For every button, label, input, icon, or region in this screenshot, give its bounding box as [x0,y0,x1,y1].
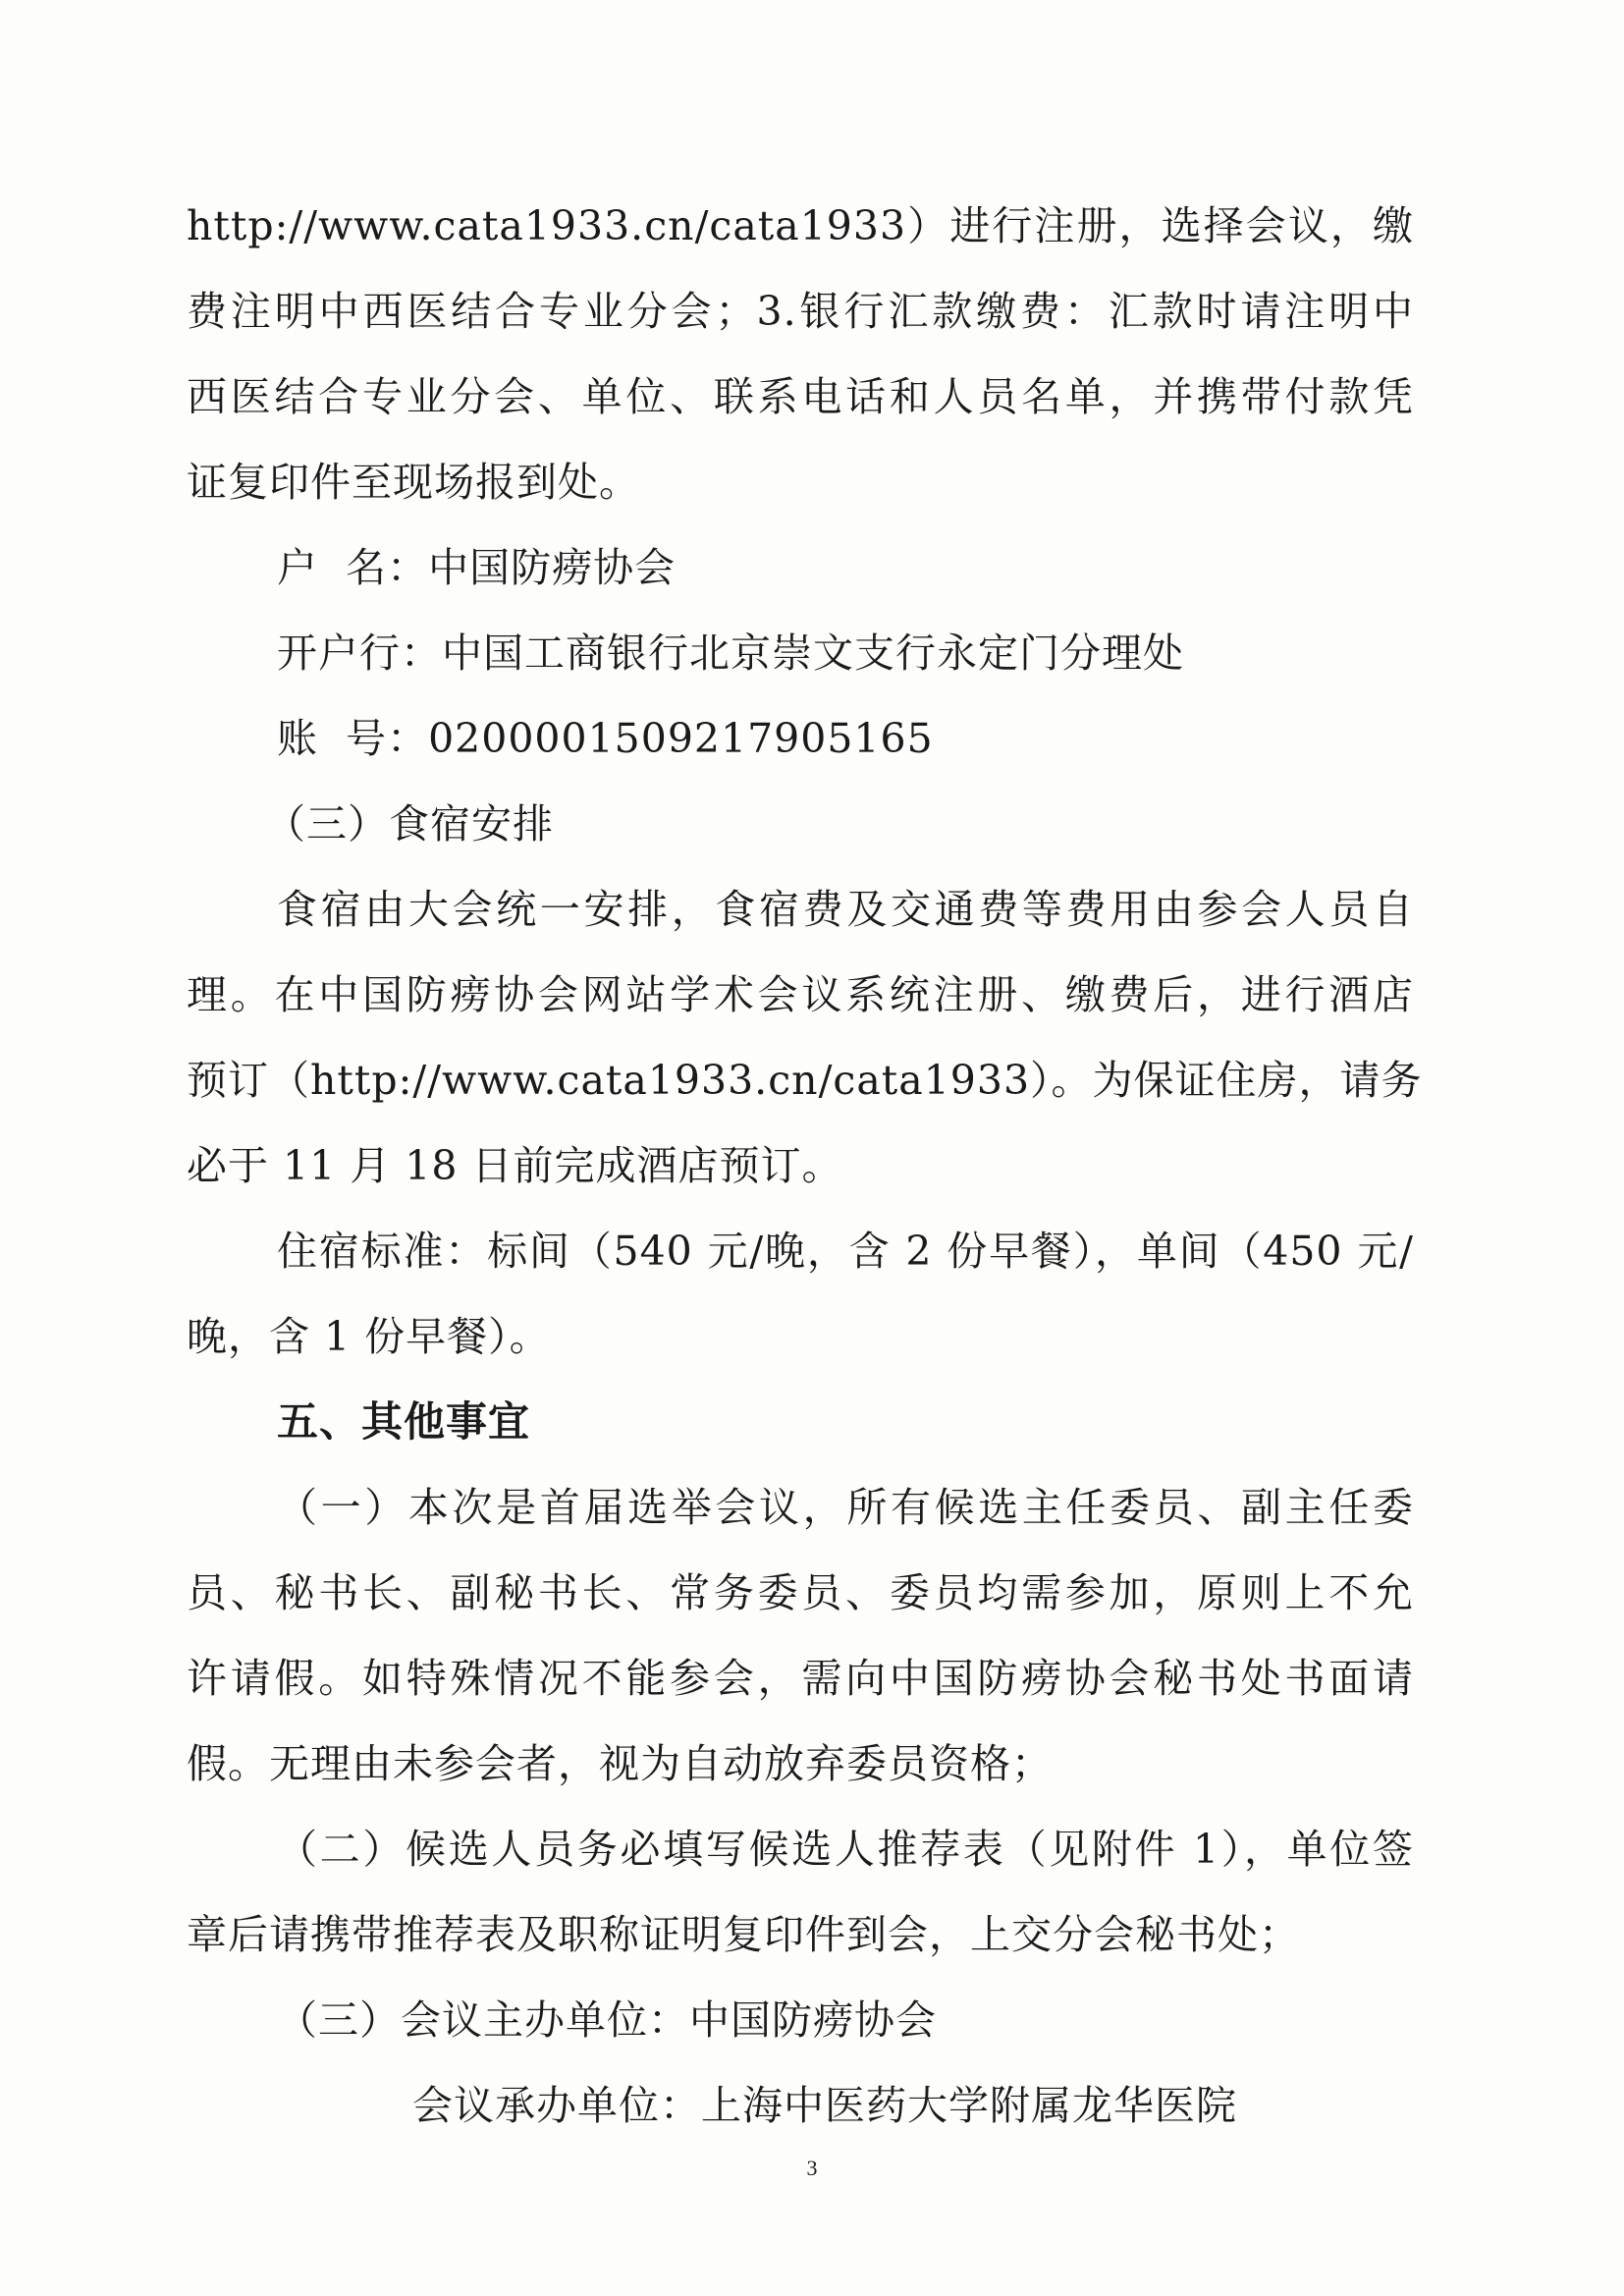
account-name-line: 户 名：中国防痨协会 [277,544,677,591]
body-line-2: 费注明中西医结合专业分会；3.银行汇款缴费：汇款时请注明中 [187,288,1414,335]
bank-line: 开户行：中国工商银行北京崇文支行永定门分理处 [277,629,1184,677]
body-line-organizer: （三）会议主办单位：中国防痨协会 [277,1996,937,2044]
section-heading-accommodation: （三）食宿安排 [265,800,554,847]
body-line-other-3: 许请假。如特殊情况不能参会，需向中国防痨协会秘书处书面请 [187,1655,1414,1702]
body-line-standard-2: 晚，含 1 份早餐）。 [187,1313,551,1360]
section-heading-other-matters: 五、其他事宜 [277,1397,531,1446]
body-line-accom-2: 理。在中国防痨协会网站学术会议系统注册、缴费后，进行酒店 [187,971,1414,1018]
body-line-accom-1: 食宿由大会统一安排，食宿费及交通费等费用由参会人员自 [277,886,1414,933]
body-line-1: http://www.cata1933.cn/cata1933）进行注册，选择会议，缴 [187,202,1414,249]
body-line-other-4: 假。无理由未参会者，视为自动放弃委员资格； [187,1740,1053,1787]
body-line-other-2: 员、秘书长、副秘书长、常务委员、委员均需参加，原则上不允 [187,1569,1414,1616]
body-line-other-5: （二）候选人员务必填写候选人推荐表（见附件 1），单位签 [277,1826,1414,1873]
body-line-4: 证复印件至现场报到处。 [187,459,640,506]
page-number: 3 [806,2156,818,2180]
body-line-3: 西医结合专业分会、单位、联系电话和人员名单，并携带付款凭 [187,373,1414,420]
body-line-accom-3: 预订（http://www.cata1933.cn/cata1933）。为保证住房，请务 [187,1057,1423,1104]
body-line-other-1: （一）本次是首届选举会议，所有候选主任委员、副主任委 [277,1484,1414,1531]
body-line-standard-1: 住宿标准：标间（540 元/晚，含 2 份早餐），单间（450 元/ [277,1228,1414,1275]
body-line-host: 会议承办单位：上海中医药大学附属龙华医院 [412,2082,1237,2129]
account-number-line: 账 号：0200001509217905165 [277,715,934,762]
body-line-other-6: 章后请携带推荐表及职称证明复印件到会，上交分会秘书处； [187,1911,1300,1958]
body-line-accom-4: 必于 11 月 18 日前完成酒店预订。 [187,1142,843,1189]
